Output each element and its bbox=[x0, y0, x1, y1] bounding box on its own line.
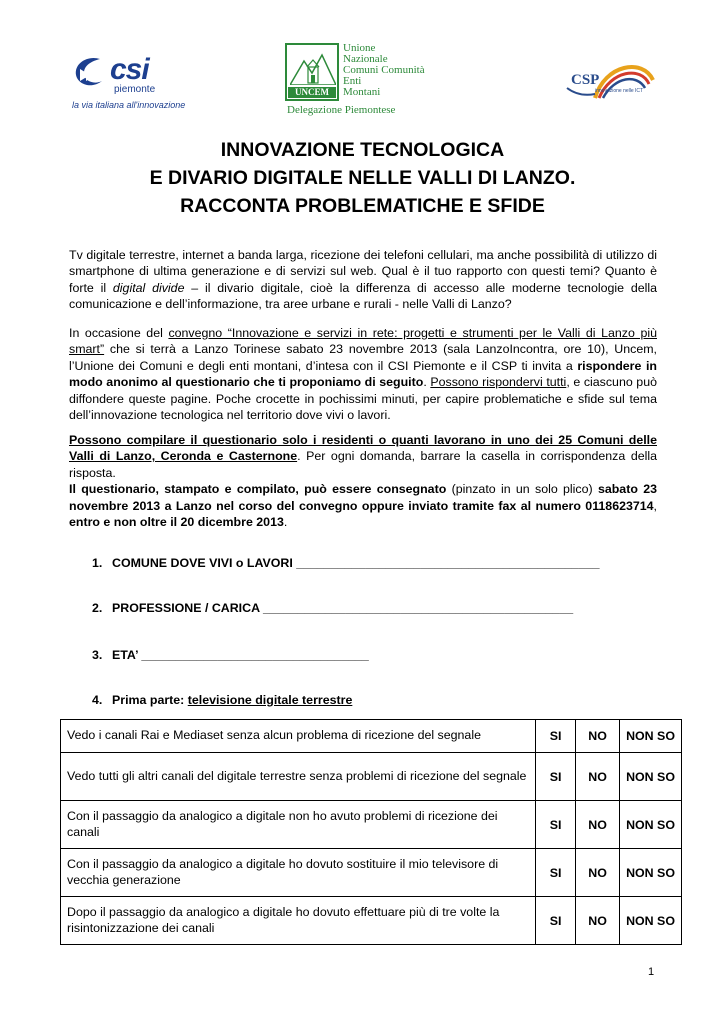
uncem-line: Nazionale bbox=[343, 53, 388, 65]
uncem-badge: UNCEM bbox=[288, 87, 336, 98]
table-row bbox=[61, 720, 682, 753]
anonymous-invite: rispondere in modo anonimo al questionario che ti proponiamo di seguito bbox=[69, 358, 657, 390]
option-non-so[interactable]: NON SO bbox=[620, 753, 682, 801]
csi-region: piemonte bbox=[114, 84, 156, 95]
intro-text: Tv digitale terrestre, internet a banda larga, ricezione dei telefoni cellulari, ma anche possibilità di utilizzo di smartphone di ultima generazione e di servizi sul web. Qual è il tuo rapporto con questi temi? Quanto è forte il bbox=[69, 248, 657, 295]
question-comune bbox=[92, 556, 600, 570]
question-label: PROFESSIONE / CARICA bbox=[112, 601, 263, 615]
delivery-note: (pinzato in un solo plico) bbox=[446, 482, 598, 497]
professione-answer-line[interactable]: _____________________________________________ bbox=[263, 601, 574, 615]
intro-digital-divide: digital divide bbox=[112, 280, 185, 295]
csi-swirl-icon bbox=[70, 55, 108, 89]
comune-answer-line[interactable]: ____________________________________________ bbox=[296, 556, 600, 570]
intro-paragraph bbox=[69, 247, 657, 313]
title-line-1: INNOVAZIONE TECNOLOGICA bbox=[220, 139, 505, 161]
table-row bbox=[61, 849, 682, 897]
option-no[interactable]: NO bbox=[576, 753, 620, 801]
occasion-details: che si terrà a Lanzo Torinese sabato 23 novembre 2013 (sala LanzoIncontra, ore 10), Uncem, l’Unione dei Comuni e degli enti montani, d’intesa con il CSI Piemonte e il CSP ti invita a bbox=[69, 342, 657, 373]
deadline: entro e non oltre il 20 dicembre 2013 bbox=[69, 515, 284, 530]
csp-wordmark: CSP bbox=[571, 72, 600, 88]
option-si[interactable]: SI bbox=[536, 720, 576, 753]
uncem-line: Comuni Comunità bbox=[343, 64, 425, 76]
rules-paragraph bbox=[69, 432, 657, 530]
occasion-text: In occasione del bbox=[69, 326, 169, 340]
option-si[interactable]: SI bbox=[536, 753, 576, 801]
uncem-emblem bbox=[285, 43, 339, 101]
option-si[interactable]: SI bbox=[536, 897, 576, 945]
document-title bbox=[0, 136, 725, 220]
statement-cell: Dopo il passaggio da analogico a digitale ho dovuto effettuare più di tre volte la risintonizzazione dei canali bbox=[61, 897, 536, 945]
option-no[interactable]: NO bbox=[576, 897, 620, 945]
convegno-title: convegno “Innovazione e servizi in rete: progetti e strumenti per le Valli di Lanzo più smart” bbox=[69, 326, 657, 357]
csi-wordmark: csi bbox=[110, 53, 149, 86]
option-no[interactable]: NO bbox=[576, 849, 620, 897]
intro-text-end: – il divario digitale, cioè la differenza di accesso alle moderne tecnologie della comunicazione e dell’informazione, tra aree urbane e rurali - nelle Valli di Lanzo? bbox=[69, 280, 657, 312]
section-title: televisione digitale terrestre bbox=[187, 693, 353, 707]
occasion-end: , e ciascuno può diffondere queste pagine. Poche crocette in pochissimi minuti, per capire problematiche e sfide sul tema dell’innovazione tecnologica nel territorio dove vivi o lavori. bbox=[69, 375, 657, 423]
eligibility-rule: Possono compilare il questionario solo i residenti o quanti lavorano in uno dei 25 Comuni delle Valli di Lanzo, Ceronda e Casternone bbox=[69, 433, 657, 464]
statement-cell: Con il passaggio da analogico a digitale ho dovuto sostituire il mio televisore di vecchia generazione bbox=[61, 849, 536, 897]
table-row bbox=[61, 801, 682, 849]
uncem-delegation: Delegazione Piemontese bbox=[287, 104, 396, 116]
delivery-rule: Il questionario, stampato e compilato, può essere consegnato bbox=[69, 482, 447, 497]
option-non-so[interactable]: NON SO bbox=[620, 897, 682, 945]
question-label: COMUNE DOVE VIVI o LAVORI bbox=[112, 556, 297, 570]
question-professione bbox=[92, 601, 573, 615]
title-line-2: E DIVARIO DIGITALE NELLE VALLI DI LANZO. bbox=[149, 167, 576, 189]
uncem-line: Montani bbox=[343, 86, 381, 98]
csp-tagline: innovazione nelle ICT bbox=[595, 88, 644, 94]
question-label: ETA’ bbox=[112, 648, 142, 662]
option-non-so[interactable]: NON SO bbox=[620, 720, 682, 753]
option-non-so[interactable]: NON SO bbox=[620, 849, 682, 897]
question-section-tv bbox=[92, 693, 352, 707]
mountain-church-icon bbox=[290, 51, 336, 85]
uncem-line: Enti bbox=[343, 75, 362, 87]
statement-cell: Con il passaggio da analogico a digitale non ho avuto problemi di ricezione dei canali bbox=[61, 801, 536, 849]
uncem-line: Unione bbox=[343, 42, 376, 54]
csi-piemonte-logo bbox=[70, 53, 186, 113]
occasion-sep: . bbox=[423, 375, 431, 390]
question-number: 1. bbox=[92, 556, 103, 570]
uncem-name-lines bbox=[343, 43, 425, 98]
open-to-all: Possono rispondervi tutti bbox=[430, 375, 567, 390]
title-line-3: RACCONTA PROBLEMATICHE E SFIDE bbox=[180, 195, 545, 217]
delivery-details: sabato 23 novembre 2013 a Lanzo nel corso del convegno oppure inviato tramite fax al numero 0118623714 bbox=[69, 482, 657, 513]
option-si[interactable]: SI bbox=[536, 849, 576, 897]
option-no[interactable]: NO bbox=[576, 720, 620, 753]
statement-cell: Vedo tutti gli altri canali del digitale terrestre senza problemi di ricezione del segnale bbox=[61, 753, 536, 801]
question-eta bbox=[92, 648, 369, 662]
question-number: 4. bbox=[92, 693, 103, 707]
delivery-end: . bbox=[283, 515, 288, 530]
option-no[interactable]: NO bbox=[576, 801, 620, 849]
table-row bbox=[61, 753, 682, 801]
page-number: 1 bbox=[648, 966, 655, 978]
csi-tagline: la via italiana all'innovazione bbox=[72, 100, 186, 110]
table-row bbox=[61, 897, 682, 945]
tv-survey-table bbox=[60, 719, 682, 945]
question-number: 2. bbox=[92, 601, 103, 615]
csp-logo bbox=[565, 58, 660, 108]
eta-answer-line[interactable]: _________________________________ bbox=[141, 648, 369, 662]
uncem-logo bbox=[285, 43, 445, 117]
occasion-paragraph bbox=[69, 325, 657, 423]
option-si[interactable]: SI bbox=[536, 801, 576, 849]
question-label: Prima parte: bbox=[112, 693, 188, 707]
question-number: 3. bbox=[92, 648, 103, 662]
delivery-sep: , bbox=[653, 498, 657, 513]
statement-cell: Vedo i canali Rai e Mediaset senza alcun problema di ricezione del segnale bbox=[61, 720, 536, 753]
instructions: . Per ogni domanda, barrare la casella in corrispondenza della risposta. bbox=[69, 449, 657, 480]
option-non-so[interactable]: NON SO bbox=[620, 801, 682, 849]
